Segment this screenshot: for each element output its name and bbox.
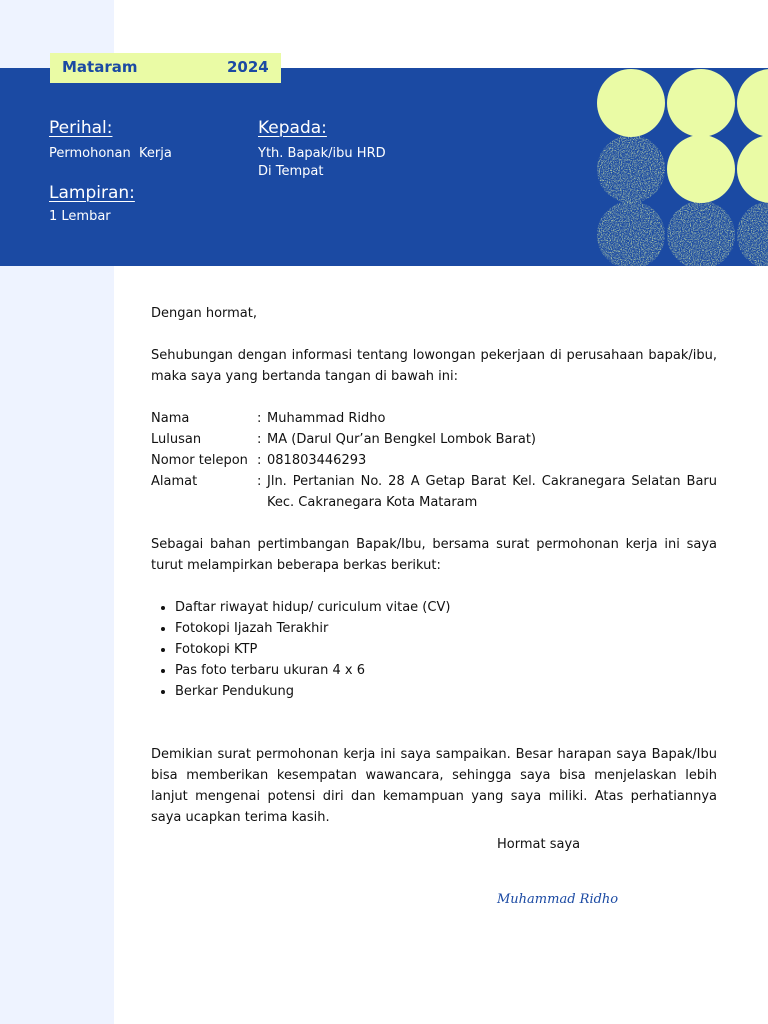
letter-body — [151, 303, 717, 828]
info-row-alamat — [151, 471, 717, 513]
list-item: • Pas foto terbaru ukuran 4 x 6 — [175, 660, 717, 681]
kepada-line-1: Yth. Bapak/ibu HRD — [258, 146, 386, 161]
attachment-list — [175, 597, 717, 702]
signature-name: Muhammad Ridho — [497, 892, 619, 907]
info-colon: : — [257, 453, 262, 468]
greeting: Dengan hormat, — [151, 306, 258, 321]
info-value: Jln. Pertanian No. 28 A Getap Barat Kel. Cakranegara Selatan Baru Kec. Cakranegara Kota Mataram — [267, 474, 717, 510]
info-colon: : — [257, 474, 262, 489]
closing-paragraph: Demikian surat permohonan kerja ini saya sampaikan. Besar harapan saya Bapak/Ibu bisa memberikan kesempatan wawancara, sehingga saya bisa menjelaskan lebih lanjut mengenai potensi diri dan kemampuan yang saya miliki. Atas perhatiannya saya ucapkan terima kasih. — [151, 747, 717, 825]
info-row-lulusan — [151, 429, 717, 450]
info-key: Alamat — [151, 474, 198, 489]
info-colon: : — [257, 432, 262, 447]
header-banner — [0, 68, 768, 266]
info-colon: : — [257, 411, 262, 426]
list-item: • Daftar riwayat hidup/ curiculum vitae (CV) — [175, 597, 717, 618]
lampiran-value: 1 Lembar — [49, 209, 111, 224]
perihal-label: Perihal: — [49, 118, 113, 138]
perihal-value: Permohonan Kerja — [49, 146, 172, 161]
place-date-box — [50, 53, 281, 83]
regards-text: Hormat saya — [497, 837, 581, 852]
intro-paragraph: Sehubungan dengan informasi tentang lowongan pekerjaan di perusahaan bapak/ibu, maka saya yang bertanda tangan di bawah ini: — [151, 348, 717, 384]
info-key: Nama — [151, 411, 190, 426]
city-label: Mataram — [62, 58, 138, 76]
info-value: 081803446293 — [267, 453, 367, 468]
info-key: Nomor telepon — [151, 453, 248, 468]
info-value: MA (Darul Qur’an Bengkel Lombok Barat) — [267, 432, 536, 447]
info-value: Muhammad Ridho — [267, 411, 386, 426]
lampiran-label: Lampiran: — [49, 183, 135, 203]
kepada-label: Kepada: — [258, 118, 327, 138]
decorative-dots-pattern — [596, 68, 768, 266]
kepada-line-2: Di Tempat — [258, 164, 324, 179]
info-row-telepon — [151, 450, 717, 471]
list-item: • Fotokopi Ijazah Terakhir — [175, 618, 717, 639]
info-row-nama — [151, 408, 717, 429]
list-item: • Berkar Pendukung — [175, 681, 717, 702]
applicant-info — [151, 408, 717, 513]
attachment-intro: Sebagai bahan pertimbangan Bapak/Ibu, bersama surat permohonan kerja ini saya turut melampirkan beberapa berkas berikut: — [151, 537, 717, 573]
year-label: 2024 — [227, 58, 269, 76]
list-item: • Fotokopi KTP — [175, 639, 717, 660]
info-key: Lulusan — [151, 432, 202, 447]
